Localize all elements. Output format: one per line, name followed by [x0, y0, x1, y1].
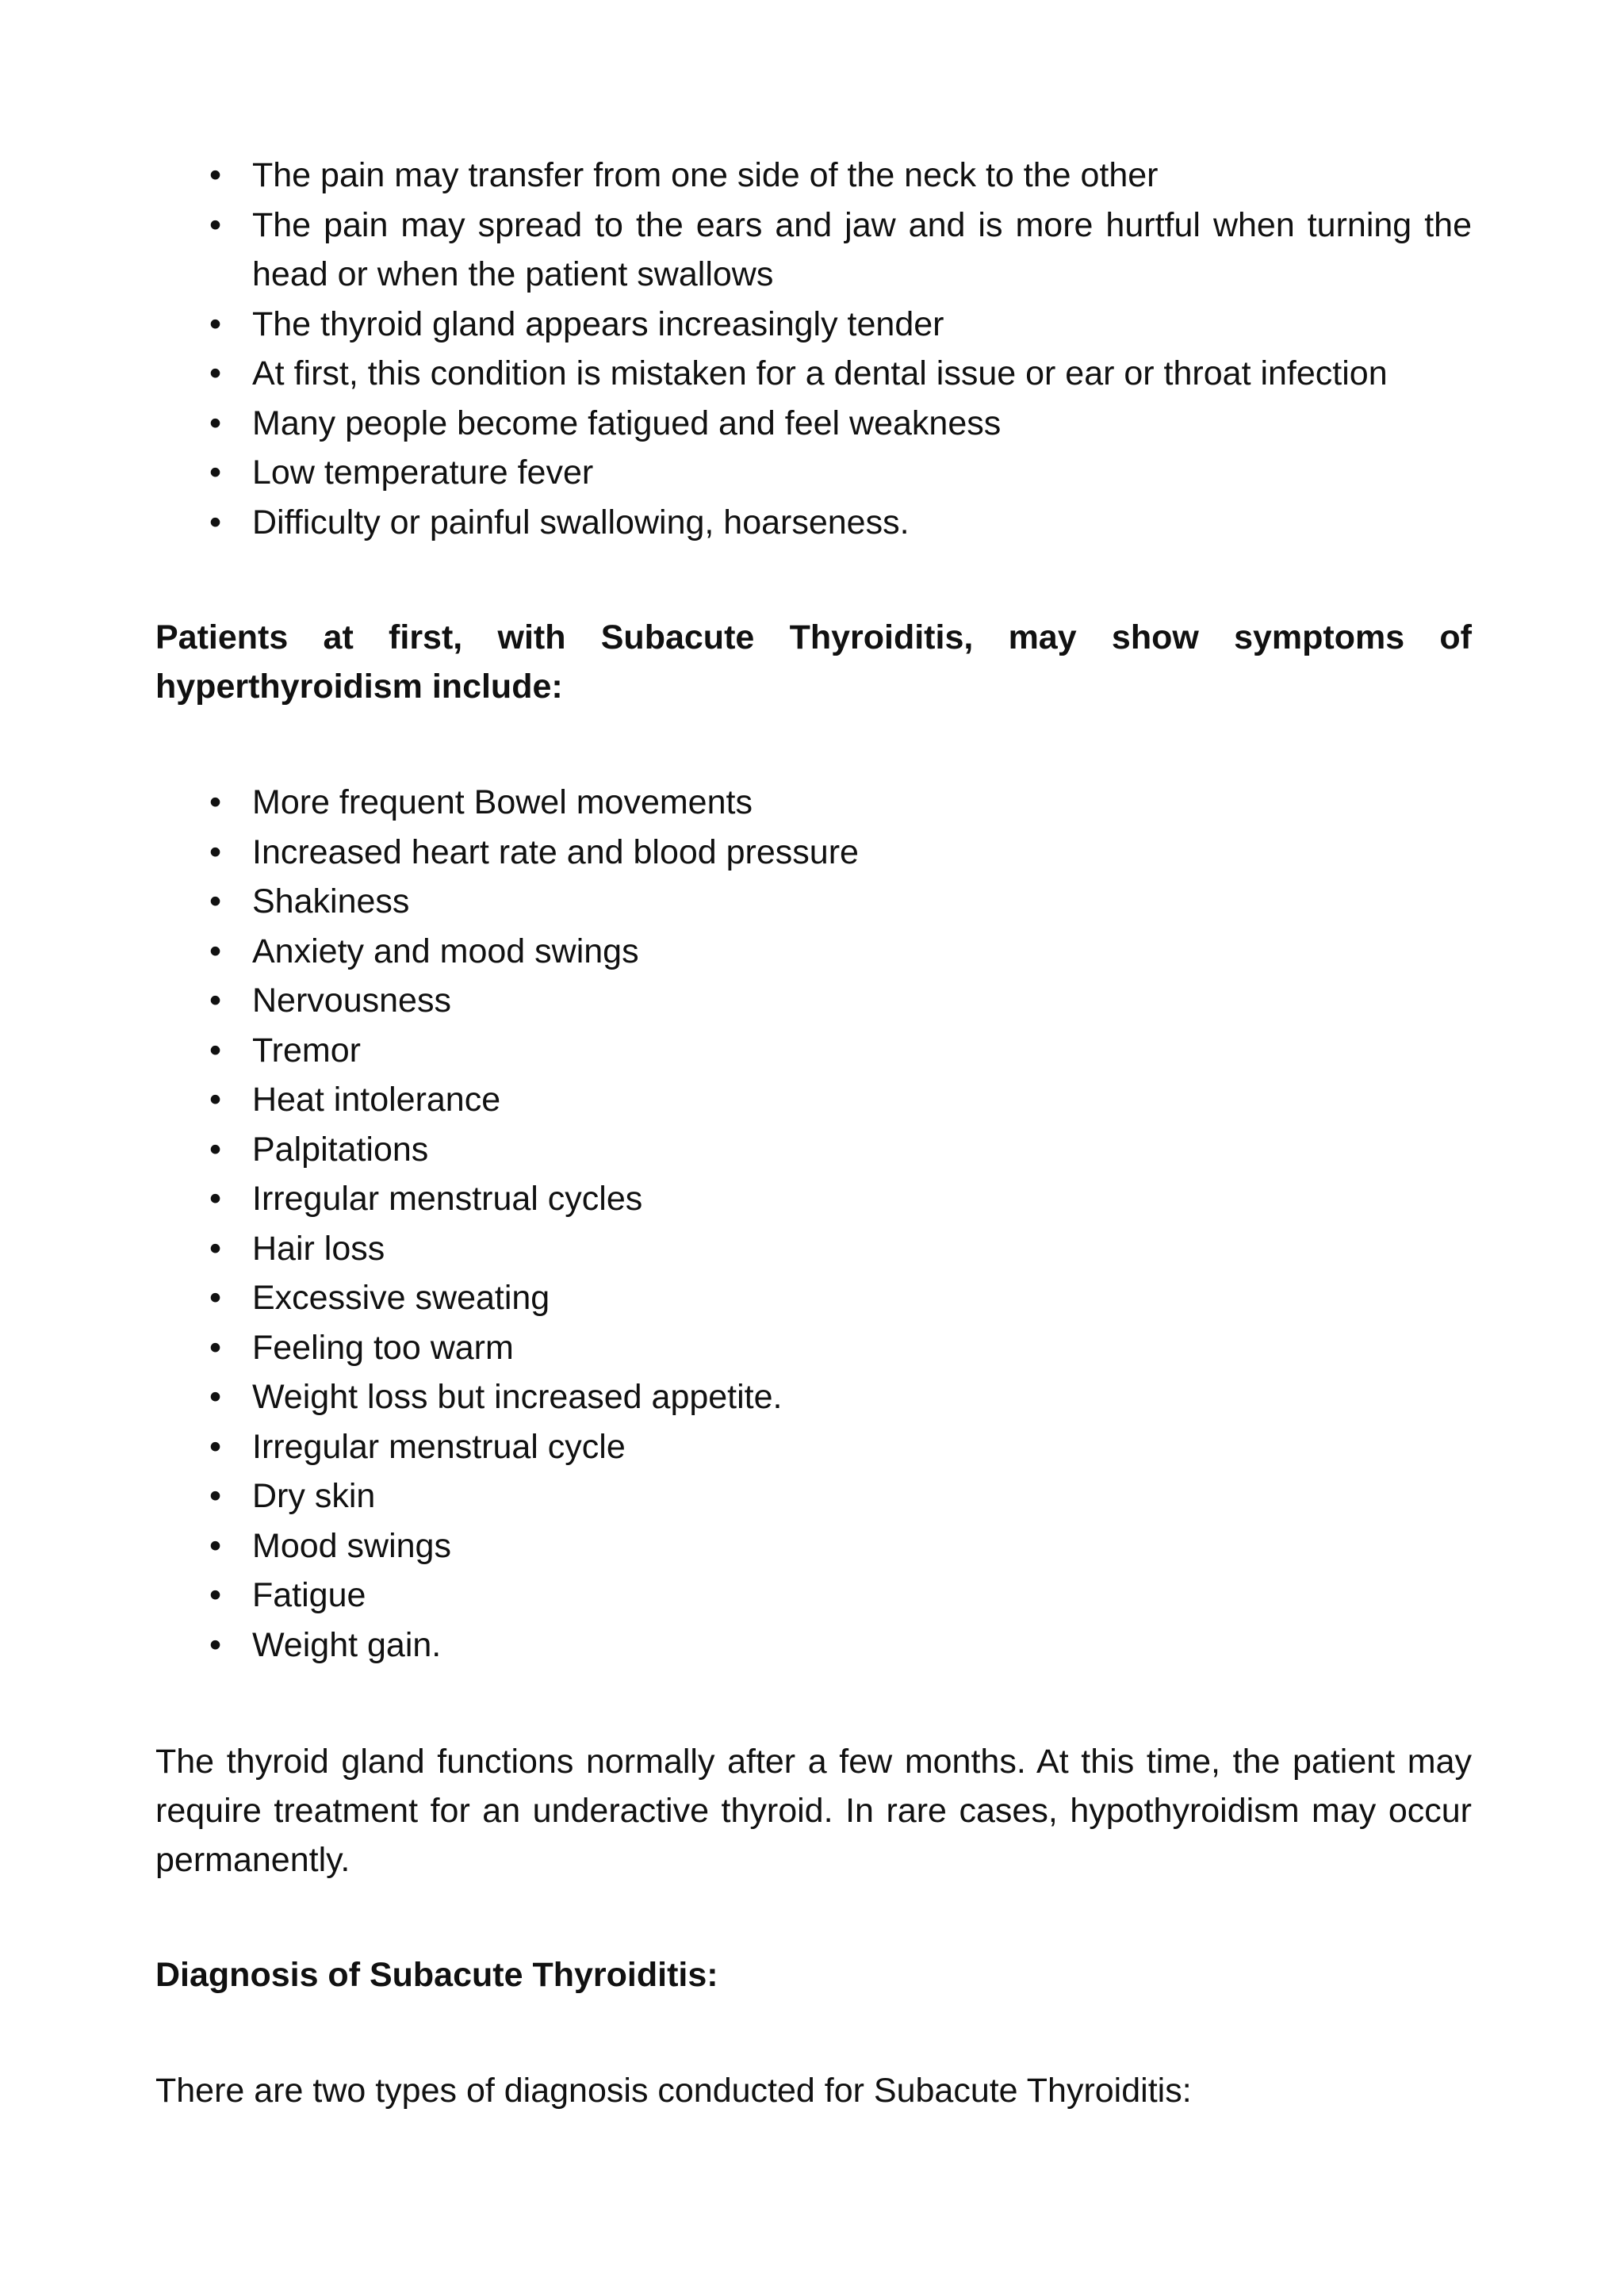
bullet-icon: • — [209, 1229, 222, 1268]
list-item-text: Many people become fatigued and feel weakness — [252, 404, 1002, 442]
list-item — [155, 877, 1472, 927]
list-item-text: Palpitations — [252, 1130, 429, 1169]
hyperthyroidism-symptoms-list — [155, 778, 1472, 1670]
list-item — [155, 201, 1472, 300]
list-item — [155, 151, 1472, 201]
bullet-icon: • — [209, 982, 222, 1020]
bullet-icon: • — [209, 1081, 222, 1119]
list-item-text: Excessive sweating — [252, 1279, 550, 1317]
bullet-icon: • — [209, 882, 222, 920]
list-item-text: Irregular menstrual cycle — [252, 1427, 626, 1466]
list-item — [155, 1323, 1472, 1373]
list-item — [155, 498, 1472, 548]
list-item-text: The thyroid gland appears increasingly tender — [252, 304, 944, 343]
list-item-text: Weight gain. — [252, 1625, 442, 1664]
bullet-icon: • — [209, 1477, 222, 1515]
bullet-icon: • — [209, 404, 222, 442]
list-item — [155, 828, 1472, 878]
hyperthyroidism-heading: Patients at first, with Subacute Thyroiditis, may show symptoms of hyperthyroidism include: — [155, 618, 1472, 706]
list-item-text: The pain may transfer from one side of the neck to the other — [252, 156, 1159, 194]
bullet-icon: • — [209, 1576, 222, 1614]
list-item — [155, 976, 1472, 1026]
list-item — [155, 1026, 1472, 1076]
symptoms-list — [155, 151, 1472, 547]
list-item-text: Anxiety and mood swings — [252, 932, 639, 970]
list-item-text: Low temperature fever — [252, 453, 594, 492]
list-item-text: Difficulty or painful swallowing, hoarseness. — [252, 503, 910, 541]
list-item-text: Heat intolerance — [252, 1081, 501, 1119]
diagnosis-intro-paragraph: There are two types of diagnosis conducted for Subacute Thyroiditis: — [155, 2072, 1192, 2110]
bullet-icon: • — [209, 354, 222, 392]
bullet-icon: • — [209, 156, 222, 194]
list-item-text: Nervousness — [252, 982, 451, 1020]
list-item — [155, 1422, 1472, 1472]
list-item-text: Mood swings — [252, 1526, 451, 1565]
list-item — [155, 1075, 1472, 1125]
list-item-text: At first, this condition is mistaken for a dental issue or ear or throat infection — [252, 354, 1388, 392]
bullet-icon: • — [209, 1180, 222, 1218]
list-item — [155, 1125, 1472, 1175]
bullet-icon: • — [209, 304, 222, 343]
bullet-icon: • — [209, 1279, 222, 1317]
list-item-text: Irregular menstrual cycles — [252, 1180, 643, 1218]
list-item — [155, 778, 1472, 828]
list-item — [155, 448, 1472, 498]
list-item — [155, 927, 1472, 977]
diagnosis-heading: Diagnosis of Subacute Thyroiditis: — [155, 1956, 718, 1994]
bullet-icon: • — [209, 453, 222, 492]
bullet-icon: • — [209, 1130, 222, 1169]
list-item — [155, 1372, 1472, 1422]
list-item — [155, 349, 1472, 399]
list-item-text: Weight loss but increased appetite. — [252, 1378, 783, 1416]
list-item-text: Increased heart rate and blood pressure — [252, 832, 859, 871]
bullet-icon: • — [209, 1625, 222, 1664]
list-item — [155, 1224, 1472, 1274]
list-item — [155, 1521, 1472, 1571]
bullet-icon: • — [209, 932, 222, 970]
list-item-text: Tremor — [252, 1031, 361, 1070]
bullet-icon: • — [209, 1031, 222, 1070]
document-page — [155, 151, 1472, 2115]
list-item — [155, 1471, 1472, 1521]
bullet-icon: • — [209, 1427, 222, 1466]
list-item-text: Shakiness — [252, 882, 410, 920]
list-item-text: Feeling too warm — [252, 1328, 514, 1367]
list-item-text: Hair loss — [252, 1229, 385, 1268]
bullet-icon: • — [209, 1378, 222, 1416]
list-item — [155, 1174, 1472, 1224]
list-item — [155, 399, 1472, 449]
recovery-paragraph: The thyroid gland functions normally after a few months. At this time, the patient may require treatment for an underactive thyroid. In rare cases, hypothyroidism may occur permanently. — [155, 1743, 1472, 1879]
list-item-text: More frequent Bowel movements — [252, 783, 753, 821]
bullet-icon: • — [209, 1328, 222, 1367]
list-item-text: Dry skin — [252, 1477, 376, 1515]
list-item-text: Fatigue — [252, 1576, 366, 1614]
bullet-icon: • — [209, 503, 222, 541]
list-item — [155, 1273, 1472, 1323]
list-item — [155, 300, 1472, 350]
bullet-icon: • — [209, 783, 222, 821]
bullet-icon: • — [209, 832, 222, 871]
list-item — [155, 1621, 1472, 1670]
bullet-icon: • — [209, 205, 222, 244]
list-item-text: The pain may spread to the ears and jaw and is more hurtful when turning the head or when the patient swallows — [252, 205, 1472, 293]
list-item — [155, 1571, 1472, 1621]
bullet-icon: • — [209, 1526, 222, 1565]
